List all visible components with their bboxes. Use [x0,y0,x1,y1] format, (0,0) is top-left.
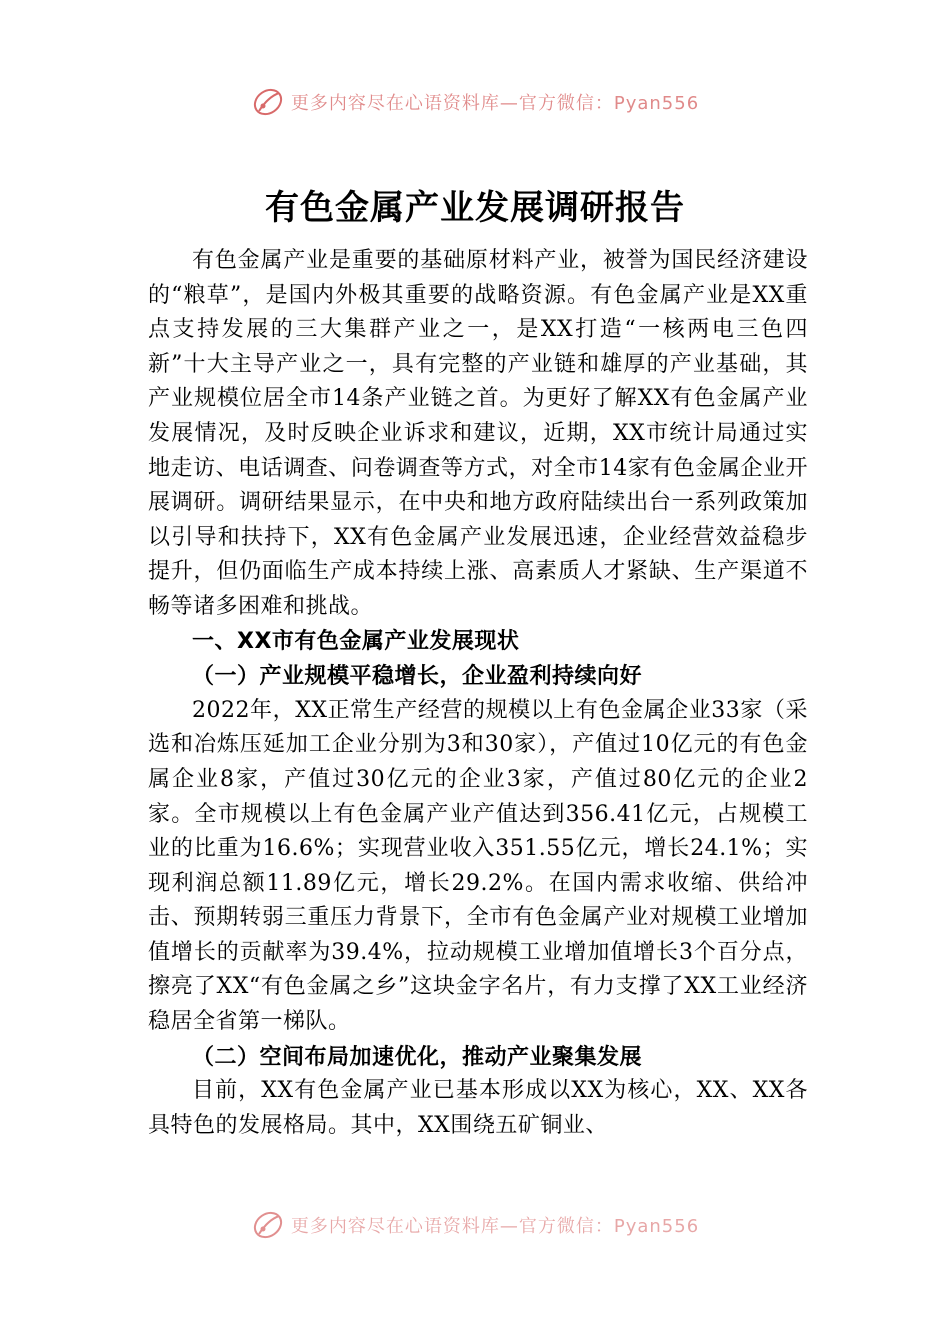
intro-paragraph: 有色金属产业是重要的基础原材料产业，被誉为国民经济建设的“粮草”，是国内外极其重要的战略资源。有色金属产业是XX重点支持发展的三大集群产业之一，是XX打造“一核两电三色四新”十大主导产业之一，具有完整的产业链和雄厚的产业基础，其产业规模位居全市14条产业链之首。为更好了解XX有色金属产业发展情况，及时反映企业诉求和建议，近期，XX市统计局通过实地走访、电话调查、问卷调查等方式，对全市14家有色金属企业开展调研。调研结果显示，在中央和地方政府陆续出台一系列政策加以引导和扶持下，XX有色金属产业发展迅速，企业经营效益稳步提升，但仍面临生产成本持续上涨、高素质人才紧缺、生产渠道不畅等诸多困难和挑战。 [148,248,808,619]
leaf-logo-icon [251,85,285,119]
watermark-text: 更多内容尽在心语资料库—官方微信：Pyan556 [290,93,700,114]
subsection-1-paragraph: 2022年，XX正常生产经营的规模以上有色金属企业33家（采选和冶炼压延加工企业分别为3和30家），产值过10亿元的有色金属企业8家，产值过30亿元的企业3家，产值过80亿元的企业2家。全市规模以上有色金属产业产值达到356.41亿元，占规模工业的比重为16.6%；实现营业收入351.55亿元，增长24.1%；实现利润总额11.89亿元，增长29.2%。在国内需求收缩、供给冲击、预期转弱三重压力背景下，全市有色金属产业对规模工业增加值增长的贡献率为39.4%，拉动规模工业增加值增长3个百分点，擦亮了XX“有色金属之乡”这块金字名片，有力支撑了XX工业经济稳居全省第一梯队。 [148,697,808,1035]
watermark-header [0,82,950,122]
subsection-2-paragraph: 目前，XX有色金属产业已基本形成以XX为核心，XX、XX各具特色的发展格局。其中，XX围绕五矿铜业、 [148,1078,808,1138]
section-heading-1: 一、XX市有色金属产业发展现状 [192,628,520,654]
document-title: 有色金属产业发展调研报告 [265,188,685,228]
subsection-heading-2: （二）空间布局加速优化，推动产业聚集发展 [192,1043,643,1070]
document-body [148,244,808,1143]
subsection-heading-1: （一）产业规模平稳增长，企业盈利持续向好 [192,663,643,690]
leaf-logo-icon [251,1208,285,1242]
watermark-text: 更多内容尽在心语资料库—官方微信：Pyan556 [290,1216,700,1237]
watermark-footer [0,1208,950,1242]
